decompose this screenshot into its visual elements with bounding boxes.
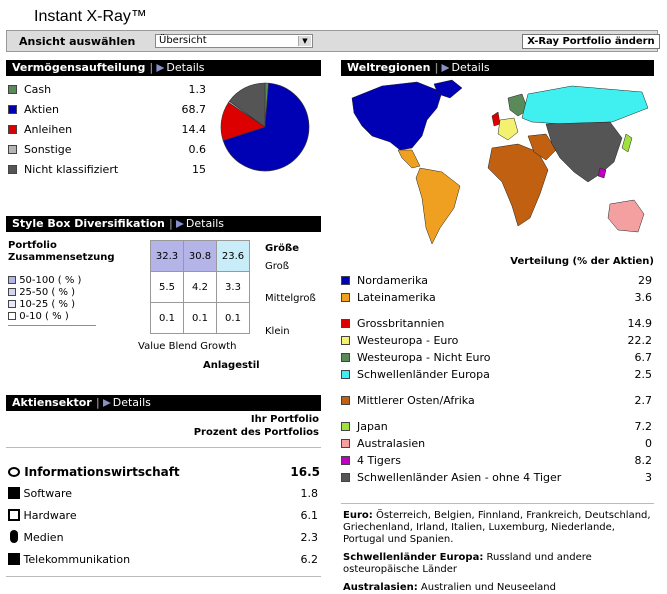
map-south-america bbox=[416, 168, 460, 244]
microphone-icon bbox=[10, 530, 18, 543]
view-toolbar bbox=[6, 30, 658, 52]
region-row: Westeuropa - Euro 22.2 bbox=[341, 332, 654, 349]
size-label: Groß bbox=[265, 261, 290, 272]
page-title: Instant X-Ray™ bbox=[34, 8, 147, 25]
map-asia bbox=[546, 122, 622, 182]
style-axis-title: Anlagestil bbox=[203, 360, 260, 371]
region-notes bbox=[343, 510, 653, 594]
style-cell: 3.3 bbox=[217, 272, 250, 303]
note-emerging-europe: Schwellenländer Europa: Russland und andere osteuropäische Länder bbox=[343, 552, 592, 575]
style-axis-labels: Value Blend Growth bbox=[138, 341, 237, 352]
view-select[interactable] bbox=[155, 34, 313, 48]
sector-details-link[interactable]: Details bbox=[103, 396, 151, 409]
map-africa bbox=[488, 144, 548, 226]
size-label: Mittelgroß bbox=[265, 293, 316, 304]
allocation-row: Cash 1.3 bbox=[8, 80, 208, 100]
regions-header: Weltregionen | Details bbox=[341, 60, 654, 76]
sector-row: Software 1.8 bbox=[8, 484, 320, 504]
legend-swatch bbox=[341, 353, 350, 362]
distribution-title: Verteilung (% der Aktien) bbox=[510, 256, 654, 267]
sector-row: Medien 2.3 bbox=[8, 528, 320, 548]
regions-title: Weltregionen bbox=[347, 61, 431, 74]
divider bbox=[6, 576, 321, 577]
eye-icon bbox=[8, 467, 20, 477]
map-uk bbox=[492, 112, 500, 126]
change-portfolio-button[interactable]: X-Ray Portfolio ändern bbox=[522, 34, 660, 49]
view-select-value: Übersicht bbox=[159, 35, 207, 46]
flag-icon bbox=[176, 220, 184, 228]
style-cell: 30.8 bbox=[184, 241, 217, 272]
region-row: Westeuropa - Nicht Euro 6.7 bbox=[341, 349, 654, 366]
legend-swatch bbox=[341, 456, 350, 465]
legend-swatch bbox=[341, 336, 350, 345]
size-axis-title: Größe bbox=[265, 243, 299, 254]
legend-swatch bbox=[341, 276, 350, 285]
region-row: 4 Tigers 8.2 bbox=[341, 452, 654, 469]
map-west-europe-euro bbox=[498, 118, 518, 140]
flag-icon bbox=[441, 64, 449, 72]
allocation-header: Vermögensaufteilung | Details bbox=[6, 60, 321, 76]
sector-column-headers: Ihr Portfolio Prozent des Portfolios bbox=[193, 414, 319, 438]
legend-swatch bbox=[341, 396, 350, 405]
world-map bbox=[342, 78, 654, 248]
legend-swatch bbox=[8, 145, 17, 154]
map-japan bbox=[622, 134, 632, 152]
stylebox-details-link[interactable]: Details bbox=[176, 217, 224, 230]
divider bbox=[6, 447, 321, 448]
stylebox-legend: 50-100 ( % ) 25-50 ( % ) 10-25 ( % ) 0-10 ( % ) bbox=[8, 275, 96, 326]
hardware-icon bbox=[8, 509, 20, 521]
map-central-america bbox=[398, 150, 420, 168]
stylebox-title: Style Box Diversifikation bbox=[12, 217, 165, 230]
region-row: Japan 7.2 bbox=[341, 418, 654, 435]
legend-swatch bbox=[341, 473, 350, 482]
sector-list bbox=[8, 462, 320, 570]
style-box-grid bbox=[150, 240, 250, 334]
allocation-row: Sonstige 0.6 bbox=[8, 140, 208, 160]
region-row: Schwellenländer Europa 2.5 bbox=[341, 366, 654, 383]
style-cell: 0.1 bbox=[217, 303, 250, 334]
size-label: Klein bbox=[265, 326, 290, 337]
allocation-row: Nicht klassifiziert 15 bbox=[8, 160, 208, 180]
allocation-row: Aktien 68.7 bbox=[8, 100, 208, 120]
region-row: Australasien 0 bbox=[341, 435, 654, 452]
map-australia bbox=[608, 200, 644, 232]
legend-swatch bbox=[8, 85, 17, 94]
allocation-row: Anleihen 14.4 bbox=[8, 120, 208, 140]
style-cell: 23.6 bbox=[217, 241, 250, 272]
style-cell: 4.2 bbox=[184, 272, 217, 303]
legend-swatch bbox=[8, 105, 17, 114]
style-cell: 32.3 bbox=[151, 241, 184, 272]
allocation-list bbox=[8, 80, 208, 180]
region-row: Schwellenländer Asien - ohne 4 Tiger 3 bbox=[341, 469, 654, 486]
style-cell: 5.5 bbox=[151, 272, 184, 303]
region-row: Nordamerika 29 bbox=[341, 272, 654, 289]
style-cell: 0.1 bbox=[151, 303, 184, 334]
legend-swatch bbox=[8, 125, 17, 134]
legend-swatch bbox=[341, 439, 350, 448]
phone-icon bbox=[8, 553, 20, 565]
legend-swatch bbox=[341, 293, 350, 302]
stylebox-header: Style Box Diversifikation | Details bbox=[6, 216, 321, 232]
region-row: Grossbritannien 14.9 bbox=[341, 315, 654, 332]
sector-title: Aktiensektor bbox=[12, 396, 92, 409]
region-row: Lateinamerika 3.6 bbox=[341, 289, 654, 306]
map-east-europe-russia bbox=[522, 86, 648, 124]
note-euro: Euro: Österreich, Belgien, Finnland, Frankreich, Deutschland, Griechenland, Irland, Italien, Luxemburg, Niederlande, Portugal und Spanien. bbox=[343, 510, 651, 545]
region-row: Mittlerer Osten/Afrika 2.7 bbox=[341, 392, 654, 409]
legend-swatch bbox=[341, 370, 350, 379]
divider bbox=[341, 503, 654, 504]
flag-icon bbox=[103, 399, 111, 407]
regions-details-link[interactable]: Details bbox=[441, 61, 489, 74]
map-north-america bbox=[352, 82, 442, 150]
note-australasia: Australasien: Australien und Neuseeland bbox=[343, 582, 556, 593]
legend-swatch bbox=[341, 319, 350, 328]
flag-icon bbox=[156, 64, 164, 72]
chevron-down-icon[interactable]: ▼ bbox=[298, 36, 311, 46]
sector-row: Telekommunikation 6.2 bbox=[8, 550, 320, 570]
sector-header: Aktiensektor | Details bbox=[6, 395, 321, 411]
sector-row: Hardware 6.1 bbox=[8, 506, 320, 526]
stylebox-portfolio-label: Portfolio Zusammensetzung bbox=[8, 240, 115, 263]
allocation-details-link[interactable]: Details bbox=[156, 61, 204, 74]
allocation-title: Vermögensaufteilung bbox=[12, 61, 146, 74]
legend-swatch bbox=[8, 165, 17, 174]
style-cell: 0.1 bbox=[184, 303, 217, 334]
allocation-pie-chart bbox=[220, 82, 310, 172]
legend-swatch bbox=[341, 422, 350, 431]
region-list bbox=[341, 272, 654, 486]
software-icon bbox=[8, 487, 20, 499]
view-select-label: Ansicht auswählen bbox=[19, 35, 136, 48]
sector-row-main: Informationswirtschaft 16.5 bbox=[8, 462, 320, 482]
